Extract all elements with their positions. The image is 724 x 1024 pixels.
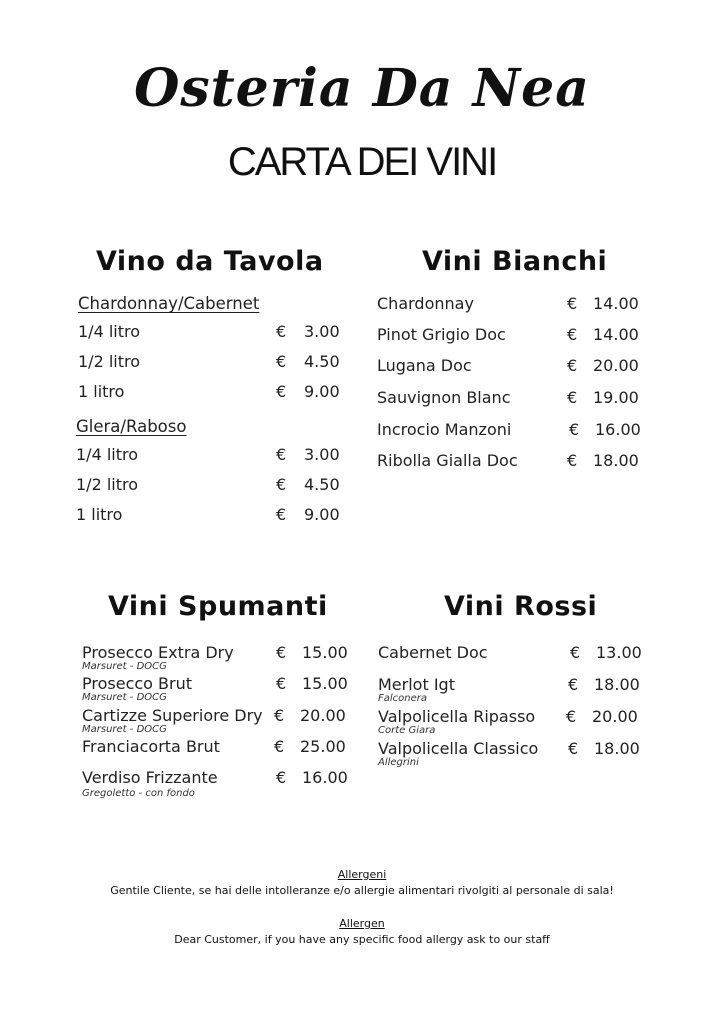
- wine-name: Sauvignon Blanc: [377, 388, 511, 407]
- wine-price: 20.00: [300, 706, 346, 725]
- wine-price: 25.00: [300, 737, 346, 756]
- currency-symbol: €: [567, 388, 578, 407]
- currency-symbol: €: [276, 505, 287, 524]
- section-title-bianchi: Vini Bianchi: [422, 246, 608, 277]
- wine-price: 19.00: [593, 388, 639, 407]
- wine-price: 14.00: [593, 294, 639, 313]
- section-title-spumanti: Vini Spumanti: [108, 591, 328, 622]
- currency-symbol: €: [567, 451, 578, 470]
- item-price: 3.00: [304, 322, 340, 341]
- wine-name: Ribolla Gialla Doc: [377, 451, 518, 470]
- currency-symbol: €: [567, 356, 578, 375]
- item-size: 1/4 litro: [78, 322, 141, 341]
- wine-producer: Falconera: [378, 693, 428, 704]
- currency-symbol: €: [567, 294, 578, 313]
- currency-symbol: €: [276, 674, 287, 693]
- section-title-rossi: Vini Rossi: [444, 591, 598, 622]
- group-title-chardonnay-cabernet: Chardonnay/Cabernet: [78, 294, 260, 313]
- wine-name: Lugana Doc: [377, 356, 472, 375]
- wine-name: Pinot Grigio Doc: [377, 325, 506, 344]
- wine-name: Cartizze Superiore Dry: [82, 706, 263, 725]
- wine-name: Prosecco Extra Dry: [82, 643, 234, 662]
- wine-name: Chardonnay: [377, 294, 474, 313]
- currency-symbol: €: [274, 737, 285, 756]
- wine-producer: Gregoletto - con fondo: [82, 788, 195, 799]
- wine-price: 15.00: [302, 674, 348, 693]
- currency-symbol: €: [569, 420, 580, 439]
- wine-name: Incrocio Manzoni: [377, 420, 512, 439]
- allergen-title-en: Allergen: [339, 917, 385, 930]
- currency-symbol: €: [568, 675, 579, 694]
- item-size: 1/2 litro: [76, 475, 139, 494]
- currency-symbol: €: [567, 325, 578, 344]
- wine-producer: Allegrini: [378, 757, 419, 768]
- group-title-glera-raboso: Glera/Raboso: [76, 417, 187, 436]
- currency-symbol: €: [570, 643, 581, 662]
- page-title: CARTA DEI VINI: [227, 140, 497, 184]
- wine-price: 20.00: [592, 707, 638, 726]
- currency-symbol: €: [276, 352, 287, 371]
- wine-producer: Corte Giara: [378, 725, 436, 736]
- wine-price: 20.00: [593, 356, 639, 375]
- wine-price: 13.00: [596, 643, 642, 662]
- item-price: 9.00: [304, 382, 340, 401]
- allergen-title-it: Allergeni: [337, 868, 387, 881]
- item-price: 9.00: [304, 505, 340, 524]
- item-price: 4.50: [304, 475, 340, 494]
- wine-name: Valpolicella Classico: [378, 739, 539, 758]
- wine-name: Prosecco Brut: [82, 674, 192, 693]
- wine-price: 18.00: [594, 739, 640, 758]
- wine-name: Cabernet Doc: [378, 643, 488, 662]
- allergen-note-en: Dear Customer, if you have any specific food allergy ask to our staff: [174, 933, 550, 946]
- restaurant-logo-text: Osteria Da Nea: [134, 58, 590, 119]
- wine-name: Valpolicella Ripasso: [378, 707, 536, 726]
- allergen-note-it: Gentile Cliente, se hai delle intolleranze e/o allergie alimentari rivolgiti al personale di sala!: [110, 884, 614, 897]
- wine-name: Franciacorta Brut: [82, 737, 220, 756]
- currency-symbol: €: [276, 322, 287, 341]
- wine-name: Verdiso Frizzante: [82, 768, 218, 787]
- wine-name: Merlot Igt: [378, 675, 455, 694]
- item-size: 1/4 litro: [76, 445, 139, 464]
- wine-price: 16.00: [302, 768, 348, 787]
- wine-producer: Marsuret - DOCG: [82, 692, 167, 703]
- wine-price: 15.00: [302, 643, 348, 662]
- wine-price: 14.00: [593, 325, 639, 344]
- currency-symbol: €: [276, 475, 287, 494]
- currency-symbol: €: [276, 768, 287, 787]
- wine-producer: Marsuret - DOCG: [82, 661, 167, 672]
- currency-symbol: €: [568, 739, 579, 758]
- item-price: 4.50: [304, 352, 340, 371]
- wine-price: 18.00: [594, 675, 640, 694]
- item-size: 1 litro: [76, 505, 123, 524]
- wine-price: 18.00: [593, 451, 639, 470]
- currency-symbol: €: [276, 643, 287, 662]
- wine-price: 16.00: [595, 420, 641, 439]
- currency-symbol: €: [276, 445, 287, 464]
- item-size: 1 litro: [78, 382, 125, 401]
- wine-producer: Marsuret - DOCG: [82, 724, 167, 735]
- currency-symbol: €: [276, 382, 287, 401]
- currency-symbol: €: [274, 706, 285, 725]
- item-price: 3.00: [304, 445, 340, 464]
- section-title-tavola: Vino da Tavola: [96, 246, 324, 277]
- currency-symbol: €: [566, 707, 577, 726]
- item-size: 1/2 litro: [78, 352, 141, 371]
